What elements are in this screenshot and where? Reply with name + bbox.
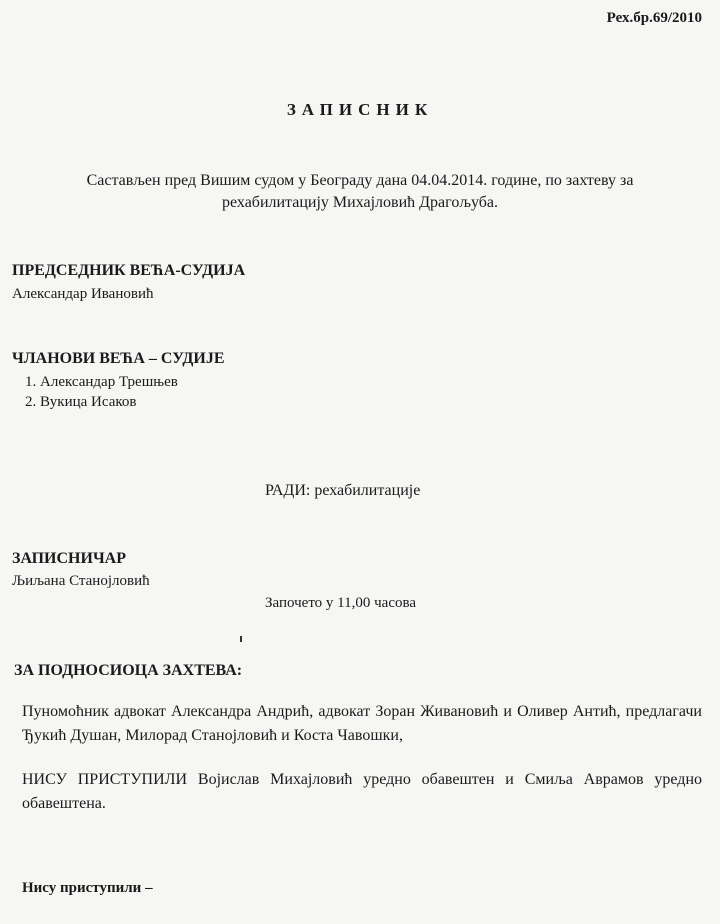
applicants-heading: ЗА ПОДНОСИОЦА ЗАХТЕВА: <box>14 662 243 679</box>
recorder-name: Љиљана Станојловић <box>12 573 150 589</box>
member-item: 1. Александар Трешњев <box>40 372 178 392</box>
started-time: Започето у 11,00 часова <box>265 595 417 611</box>
subject-line: РАДИ: рехабилитације <box>265 482 421 499</box>
presiding-heading: ПРЕДСЕДНИК ВЕЋА-СУДИЈА <box>12 262 246 279</box>
case-number: Рех.бр.69/2010 <box>606 10 702 26</box>
ink-speck <box>240 636 242 642</box>
absent-heading: Нису приступили – <box>22 880 153 896</box>
document-title: ЗАПИСНИК <box>286 100 434 119</box>
members-heading: ЧЛАНОВИ ВЕЋА – СУДИЈЕ <box>12 350 225 367</box>
presiding-name: Александар Ивановић <box>12 286 154 302</box>
recorder-heading: ЗАПИСНИЧАР <box>12 550 127 567</box>
members-list <box>12 372 178 412</box>
applicants-paragraph: Пуномоћник адвокат Александра Андрић, адвокат Зоран Живановић и Оливер Антић, предлагачи Ђукић Душан, Милорад Станојловић и Коста Чавошки, <box>22 703 702 744</box>
absent-paragraph: НИСУ ПРИСТУПИЛИ Војислав Михајловић уредно обавештен и Смиља Аврамов уредно обавештена. <box>22 771 702 812</box>
intro-paragraph: Састављен пред Вишим судом у Београду дана 04.04.2014. године, по захтеву за рехабилитацију Михајловић Драгољуба. <box>86 172 634 211</box>
member-item: 2. Вукица Исаков <box>40 392 178 412</box>
